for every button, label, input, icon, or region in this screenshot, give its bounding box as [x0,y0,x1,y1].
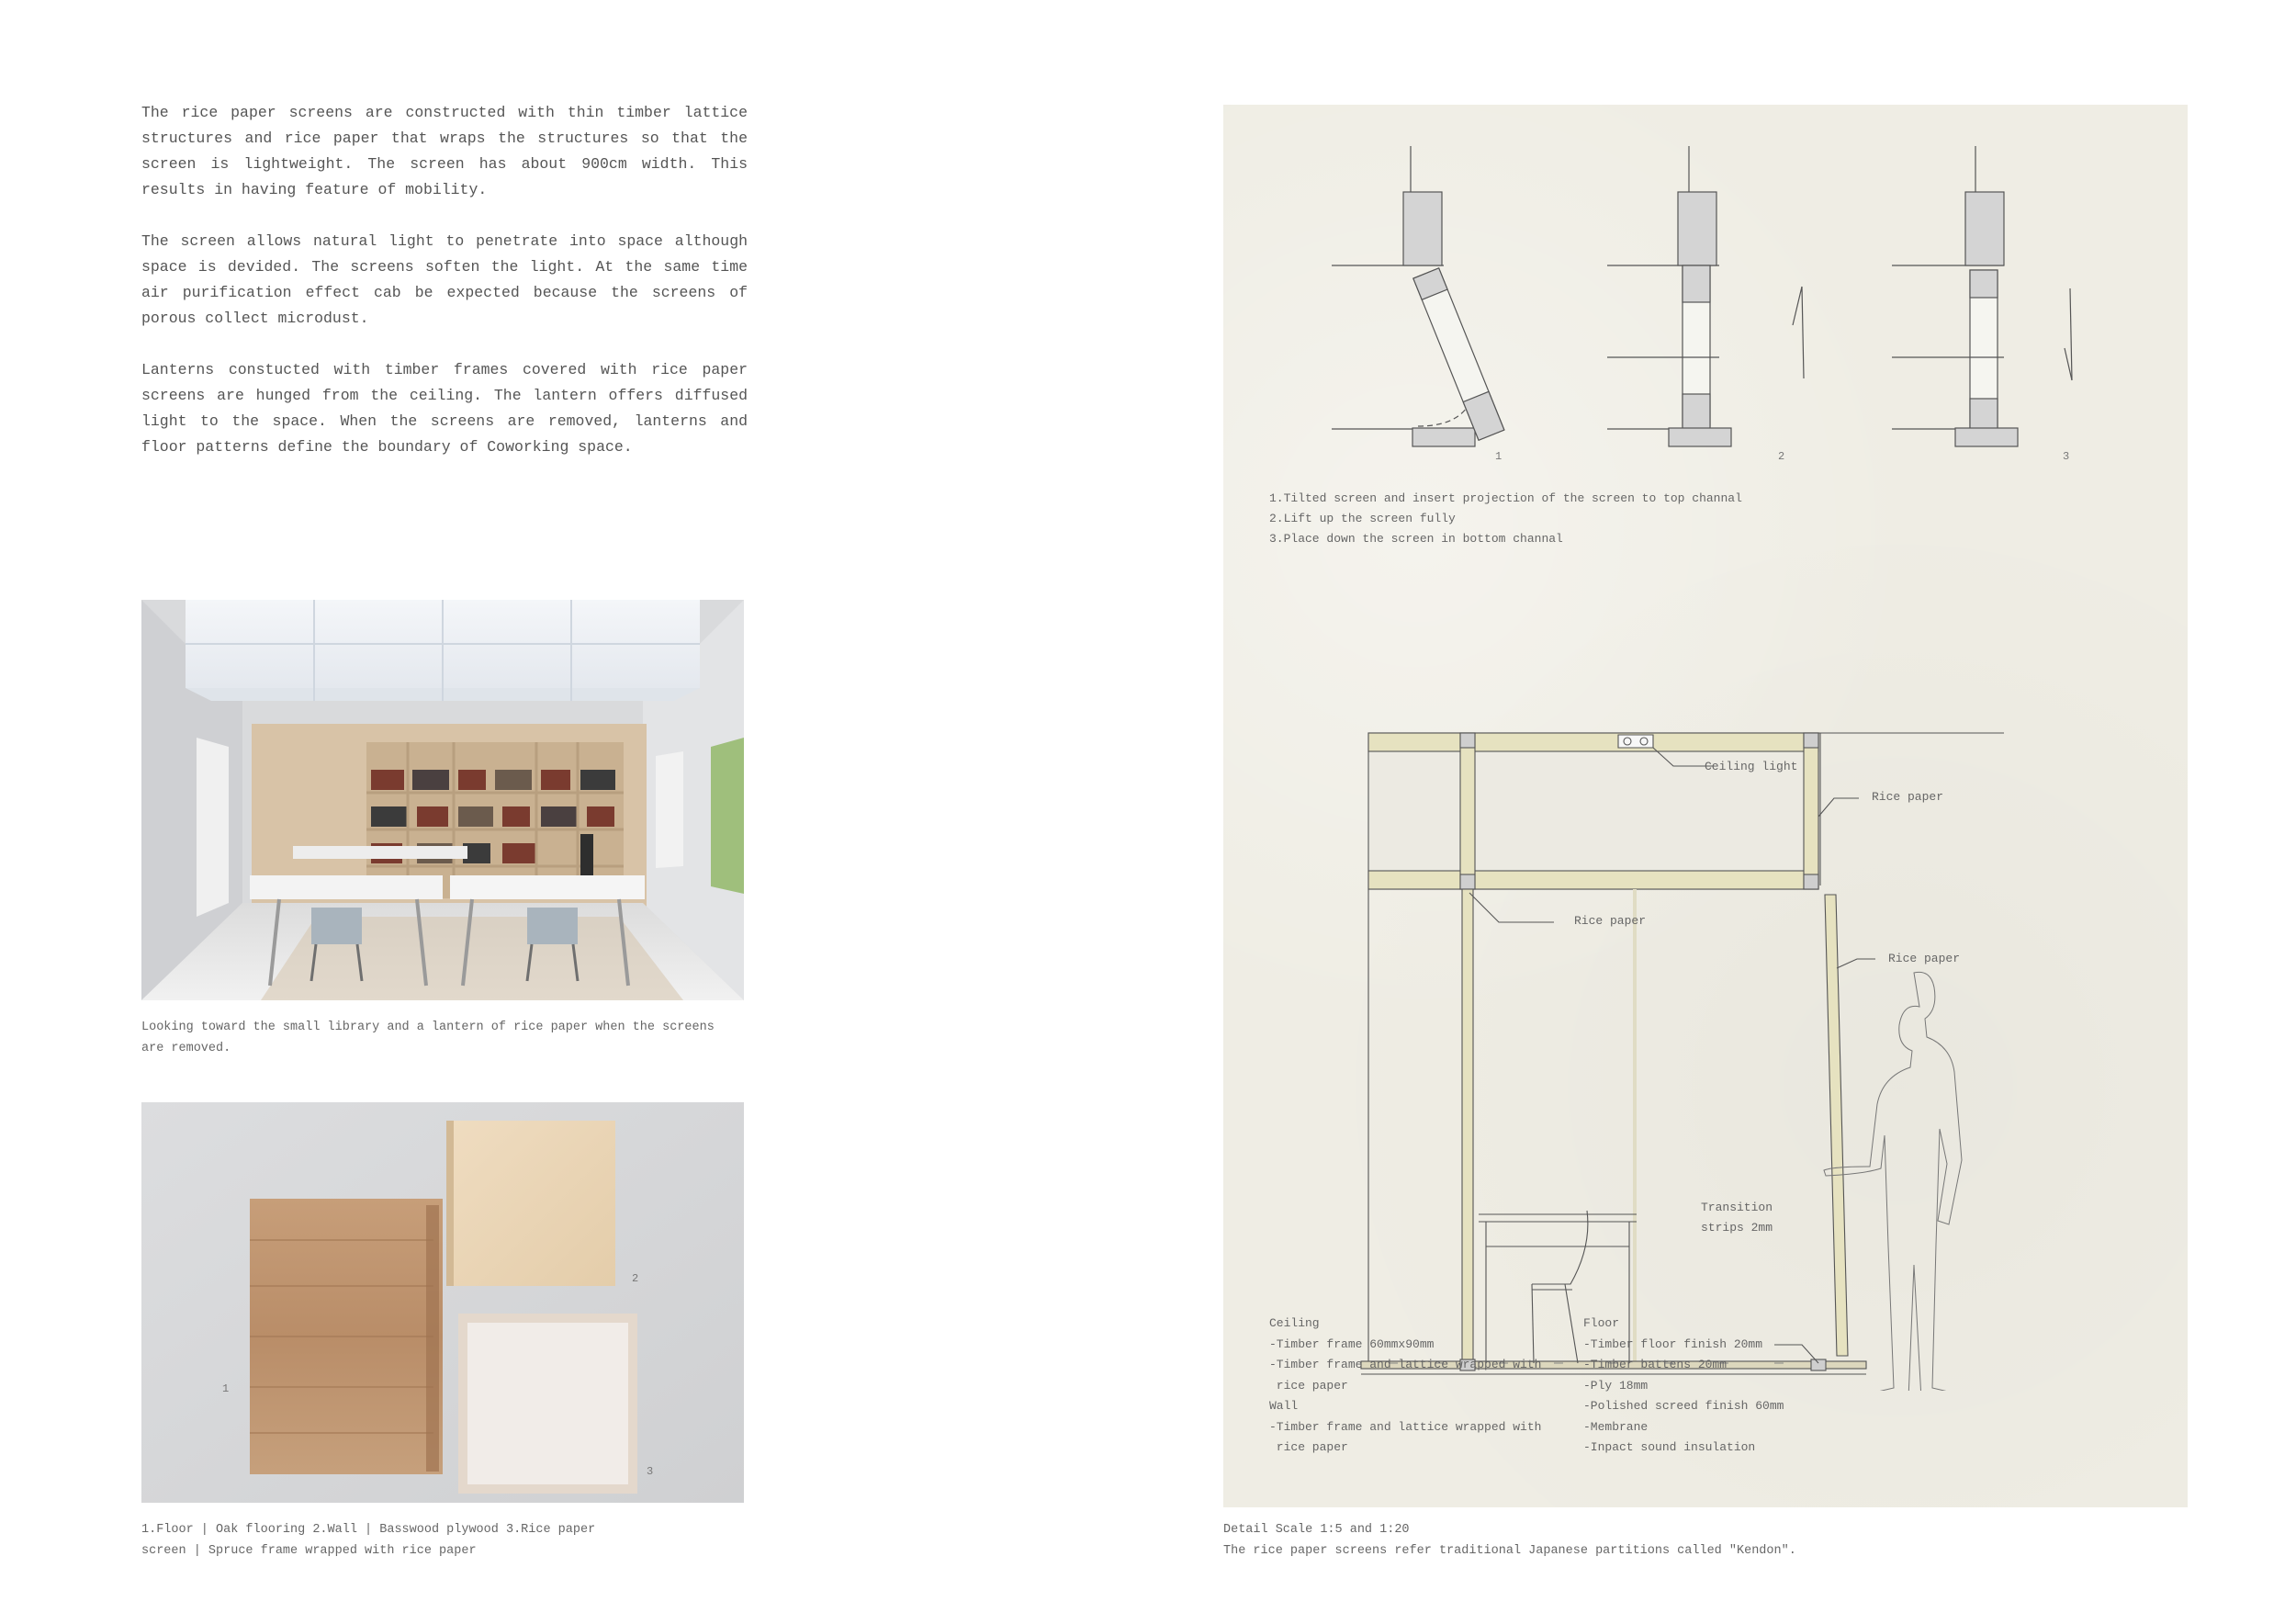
label-rice-paper-screen: Rice paper [1888,952,1961,965]
detail-sheet [1223,105,2188,1507]
library-photo-caption: Looking toward the small library and a lantern of rice paper when the screens are removed. [141,1021,715,1055]
floor-materials: Floor -Timber floor finish 20mm -Timber battens 20mm -Ply 18mm -Polished screed finish 60mm -Membrane -Inpact sound insulation [1583,1316,1784,1454]
detail-scale-caption: Detail Scale 1:5 and 1:20 [1223,1523,1410,1537]
label-rice-paper-lantern-bottom: Rice paper [1574,914,1647,928]
material-samples-photo [141,1102,744,1503]
step-number-2: 2 [1778,450,1785,463]
intro-paragraph-1: The rice paper screens are constructed with thin timber lattice structures and rice paper that wraps the structures so that the screen is lightweight. The screen has about 900cm width. This results in having feature of mobility. [141,104,748,198]
sample-label-2: 2 [632,1272,639,1285]
intro-paragraph-2: The screen allows natural light to penetrate into space although space is devided. The screens soften the light. At the same time air purification effect cab be expected because the screens of porous collect microdust. [141,232,748,327]
intro-paragraph-3: Lanterns constucted with timber frames covered with rice paper screens are hunged from the ceiling. The lantern offers diffused light to the space. When the screens are removed, lanterns and floor patterns define the boundary of Coworking space. [141,361,748,456]
label-rice-paper-lantern-side: Rice paper [1872,790,1944,804]
screen-installation-steps-diagram [1223,105,2188,491]
step-description-3: 3.Place down the screen in bottom channal [1269,532,1563,546]
label-transition-strips-line1: Transition [1701,1201,1773,1214]
kendon-note-caption: The rice paper screens refer traditional Japanese partitions called "Kendon". [1223,1544,1796,1558]
step-description-2: 2.Lift up the screen fully [1269,512,1456,525]
sample-label-3: 3 [647,1465,654,1478]
step-description-1: 1.Tilted screen and insert projection of the screen to top channal [1269,491,1742,505]
material-photo-caption: 1.Floor | Oak flooring 2.Wall | Basswood plywood 3.Rice paper screen | Spruce frame wrapped with rice paper [141,1523,596,1558]
label-ceiling-light: Ceiling light [1705,760,1798,773]
sample-label-1: 1 [222,1382,230,1395]
label-transition-strips-line2: strips 2mm [1701,1221,1773,1235]
step-number-3: 3 [2063,450,2070,463]
ceiling-wall-materials: Ceiling -Timber frame 60mmx90mm -Timber frame and lattice wrapped with rice paper Wall -Timber frame and lattice wrapped with rice paper [1269,1316,1542,1454]
step-number-1: 1 [1495,450,1503,463]
section-detail-drawing [1223,619,2188,1391]
library-interior-photo [141,600,744,1000]
